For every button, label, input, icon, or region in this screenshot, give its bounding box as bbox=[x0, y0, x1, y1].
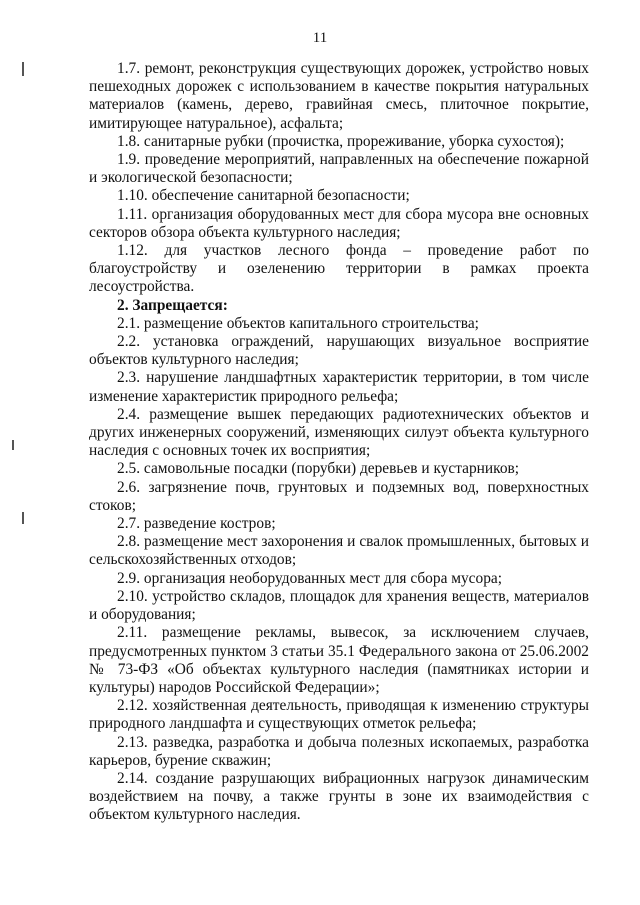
paragraph-1-12: 1.12. для участков лесного фонда – проведение работ по благоустройству и озеленению территории в рамках проекта лесоустройства. bbox=[89, 242, 589, 296]
paragraph-2-1: 2.1. размещение объектов капитального строительства; bbox=[117, 314, 479, 332]
paragraph-2-12: 2.12. хозяйственная деятельность, приводящая к изменению структуры природного ландшафта и существующих отметок рельефа; bbox=[89, 697, 589, 733]
paragraph-1-7: 1.7. ремонт, реконструкция существующих дорожек, устройство новых пешеходных дорожек с использованием в качестве покрытия натуральных материалов (камень, дерево, гравийная смесь, плиточное покрытие, имитирующее натуральное), асфальта; bbox=[89, 60, 589, 132]
paragraph-1-10: 1.10. обеспечение санитарной безопасности; bbox=[117, 187, 410, 205]
section-heading-prohibited: 2. Запрещается: bbox=[117, 296, 228, 314]
paragraph-2-6: 2.6. загрязнение почв, грунтовых и подземных вод, поверхностных стоков; bbox=[89, 478, 589, 514]
paragraph-2-7: 2.7. разведение костров; bbox=[117, 515, 276, 533]
scan-mark-middle bbox=[12, 440, 14, 450]
paragraph-1-8: 1.8. санитарные рубки (прочистка, прореживание, уборка сухостоя); bbox=[117, 132, 565, 150]
paragraph-2-4: 2.4. размещение вышек передающих радиотехнических объектов и других инженерных сооружений, изменяющих силуэт объекта культурного наследия с основных точек их восприятия; bbox=[89, 405, 589, 460]
paragraph-2-5: 2.5. самовольные посадки (порубки) деревьев и кустарников; bbox=[117, 460, 520, 478]
paragraph-1-11: 1.11. организация оборудованных мест для сбора мусора вне основных секторов обзора объекта культурного наследия; bbox=[89, 205, 589, 241]
paragraph-2-13: 2.13. разведка, разработка и добыча полезных ископаемых, разработка карьеров, бурение скважин; bbox=[89, 733, 589, 769]
scan-mark-lower bbox=[22, 512, 24, 524]
document-body bbox=[89, 60, 589, 825]
page-number: 11 bbox=[312, 30, 328, 46]
scan-mark-top bbox=[22, 62, 24, 76]
paragraph-2-9: 2.9. организация необорудованных мест для сбора мусора; bbox=[117, 569, 503, 587]
paragraph-2-10: 2.10. устройство складов, площадок для хранения веществ, материалов и оборудования; bbox=[89, 587, 589, 624]
paragraph-2-3: 2.3. нарушение ландшафтных характеристик территории, в том числе изменение характеристик природного рельефа; bbox=[89, 369, 589, 405]
paragraph-2-11: 2.11. размещение рекламы, вывесок, за исключением случаев, предусмотренных пунктом 3 статьи 35.1 Федерального закона от 25.06.2002 № 73-ФЗ «Об объектах культурного наследия (памятниках истории и культуры) народов Российской Федерации»; bbox=[89, 624, 589, 696]
paragraph-2-2: 2.2. установка ограждений, нарушающих визуальное восприятие объектов культурного наследия; bbox=[89, 333, 589, 369]
paragraph-2-14: 2.14. создание разрушающих вибрационных нагрузок динамическим воздействием на почву, а также грунты в зоне их взаимодействия с объектом культурного наследия. bbox=[89, 769, 589, 824]
paragraph-1-9: 1.9. проведение мероприятий, направленных на обеспечение пожарной и экологической безопасности; bbox=[89, 151, 589, 187]
paragraph-2-8: 2.8. размещение мест захоронения и свалок промышленных, бытовых и сельскохозяйственных отходов; bbox=[89, 533, 589, 569]
